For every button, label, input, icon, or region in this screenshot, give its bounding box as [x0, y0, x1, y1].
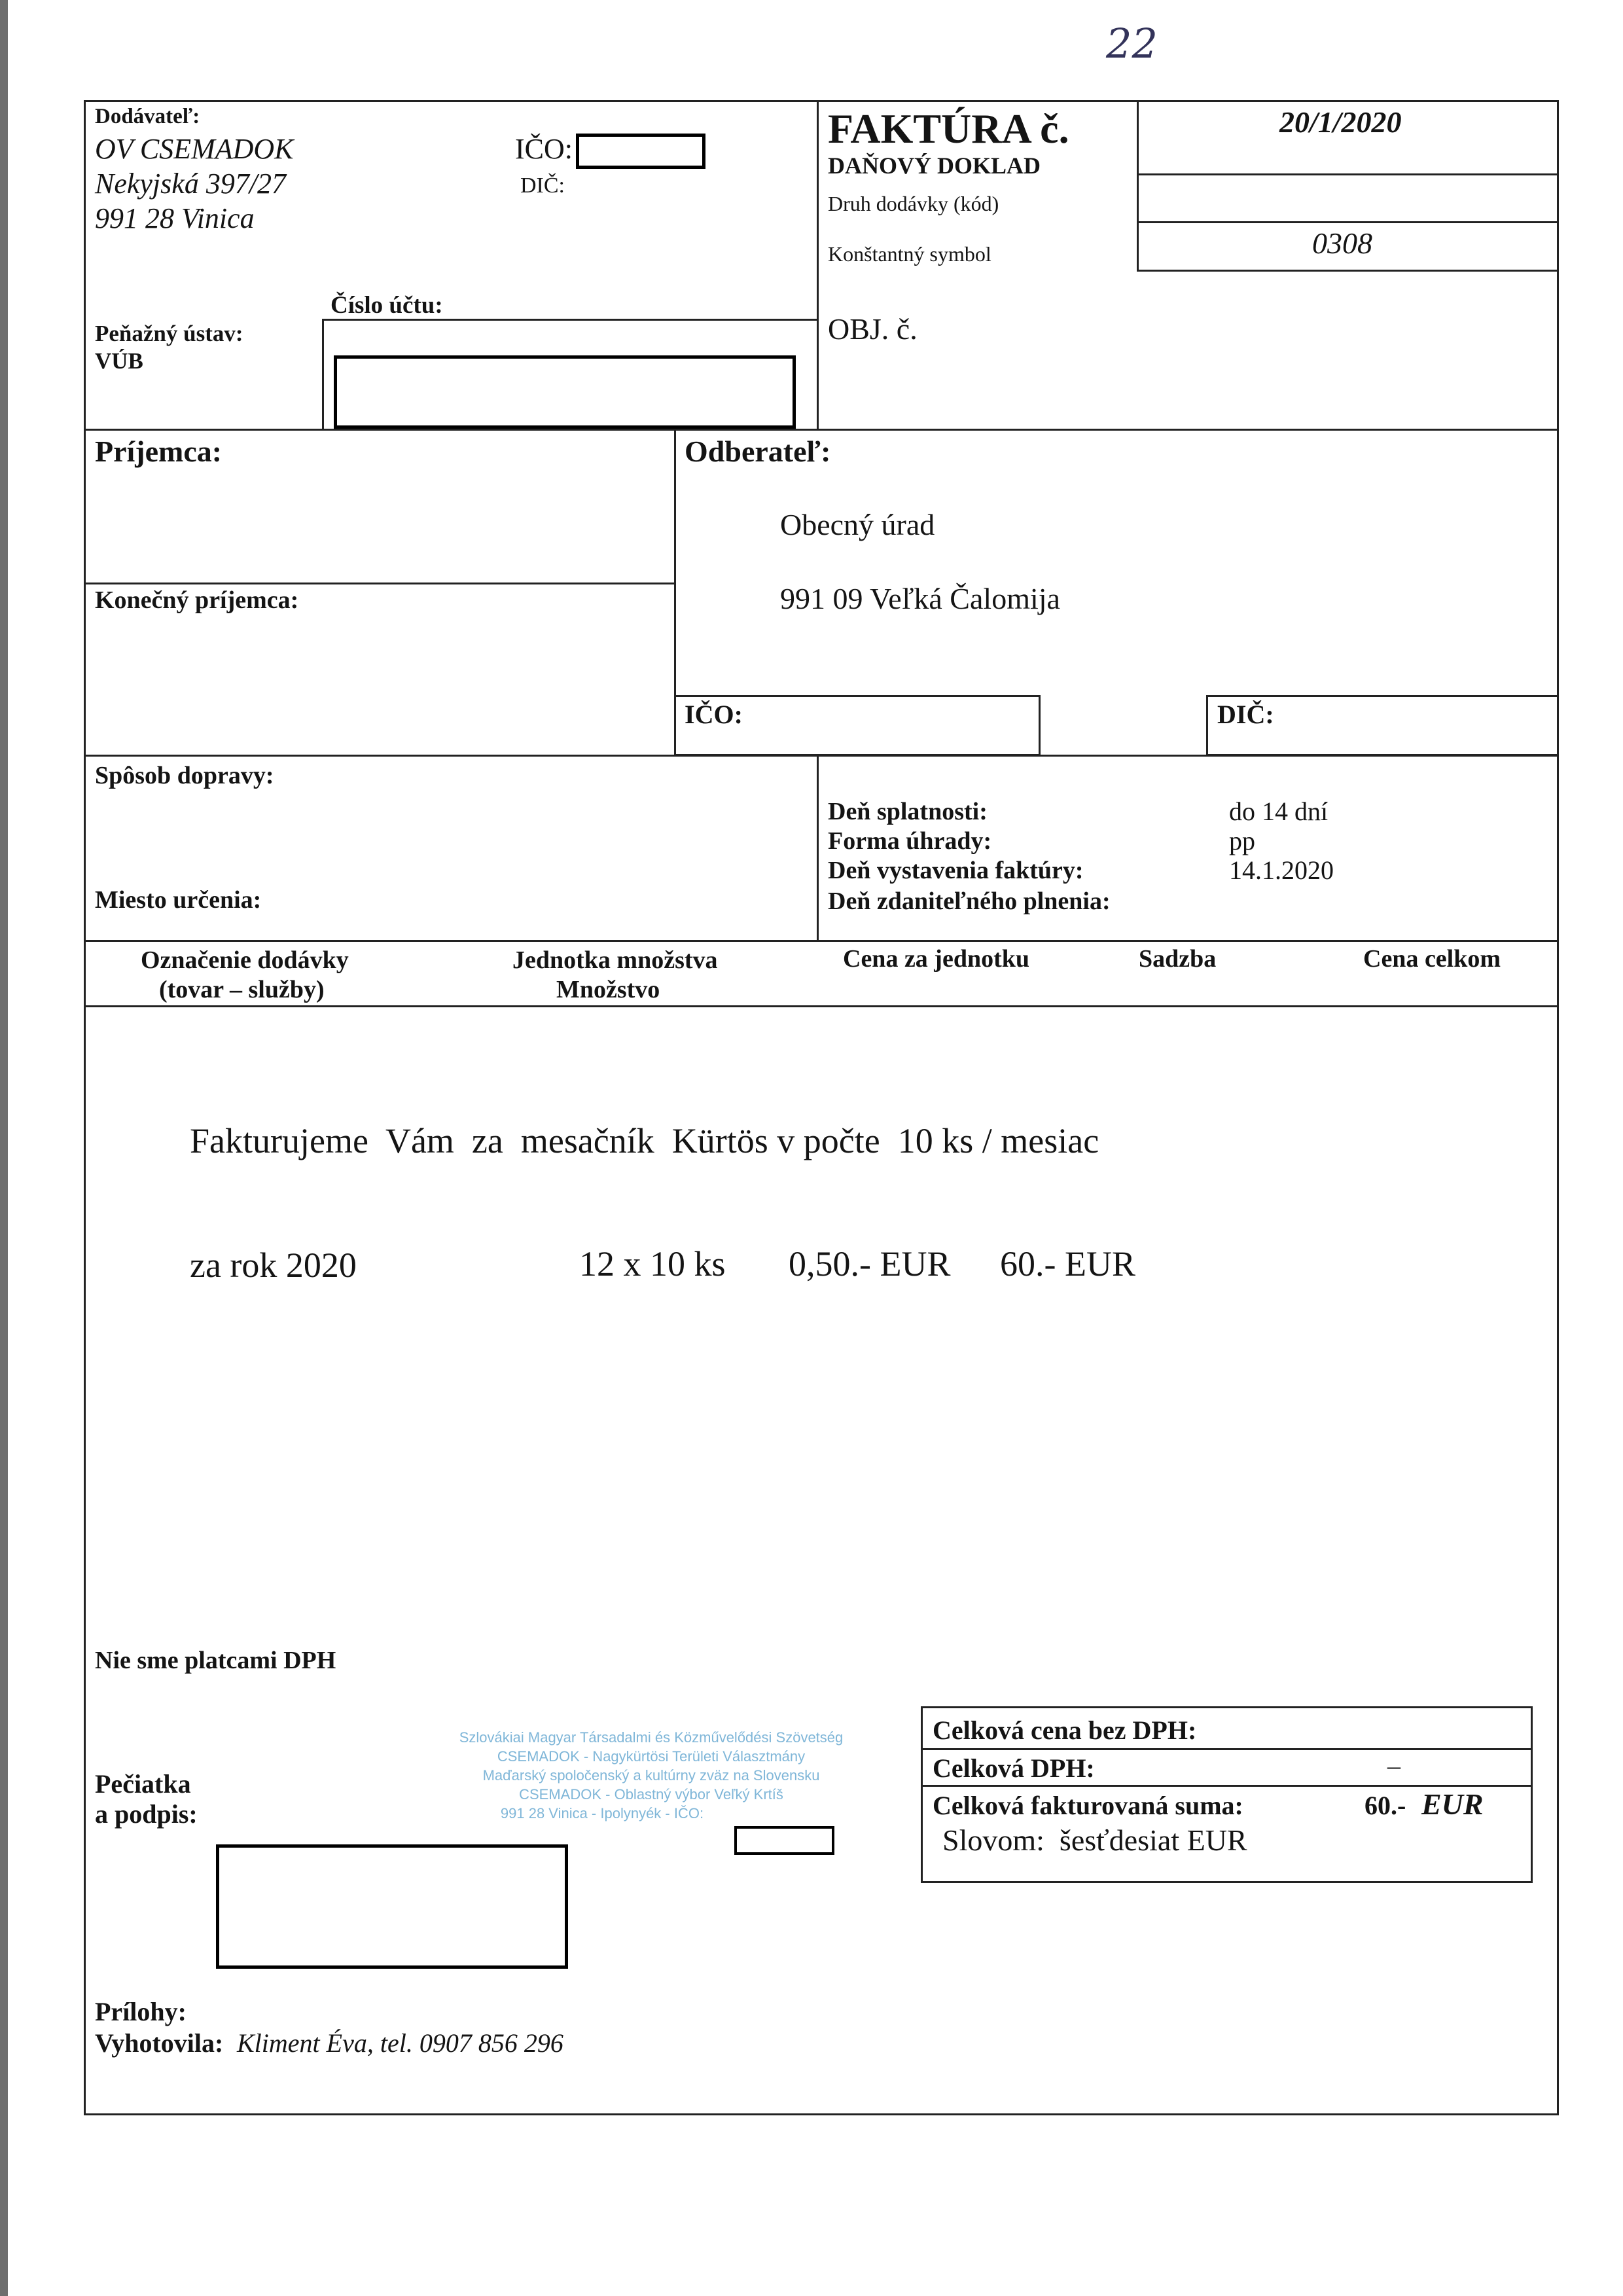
- supplier-invoice-divider: [817, 100, 819, 429]
- total-invoiced-label: Celková fakturovaná suma:: [933, 1791, 1243, 1820]
- signature-redacted: [216, 1844, 568, 1969]
- total-invoiced-value: 60.-: [1364, 1791, 1406, 1820]
- col-designation-line1: Označenie dodávky: [141, 946, 349, 974]
- col-unit-line2: Množstvo: [556, 976, 660, 1003]
- col-designation-line2: (tovar – služby): [159, 976, 325, 1003]
- invoice-subtitle: DAŇOVÝ DOKLAD: [828, 152, 1041, 179]
- order-label: OBJ. č.: [828, 312, 918, 346]
- account-top-line: [322, 319, 817, 321]
- total-invoiced-currency: EUR: [1421, 1787, 1484, 1821]
- item-unit-price: 0,50.- EUR: [789, 1244, 951, 1283]
- total-without-vat-label: Celková cena bez DPH:: [933, 1715, 1197, 1745]
- prepared-by-value: Kliment Éva, tel. 0907 856 296: [237, 2028, 563, 2058]
- stamp-line-1: Szlovákiai Magyar Társadalmi és Közművelődési Szövetség: [459, 1729, 844, 1746]
- customer-ico-label: IČO:: [685, 700, 743, 729]
- stamp-ico-redacted: [734, 1826, 834, 1855]
- vat-note: Nie sme platcami DPH: [95, 1647, 336, 1674]
- stamp-line-5: 991 28 Vinica - Ipolynyék - IČO:: [500, 1805, 704, 1821]
- supplier-name: OV CSEMADOK: [95, 133, 294, 165]
- total-in-words: Slovom: šesťdesiat EUR: [942, 1823, 1247, 1857]
- stamp-label-line1: Pečiatka: [95, 1769, 191, 1799]
- transport-payment-divider: [817, 755, 819, 940]
- bank-label: Peňažný ústav:: [95, 321, 243, 346]
- col-unit-line1: Jednotka množstva: [512, 946, 718, 974]
- invoice-number-divider-1: [1137, 173, 1559, 175]
- table-header-bottom-line: [84, 1005, 1559, 1007]
- delivery-kind-label: Druh dodávky (kód): [828, 192, 999, 215]
- invoice-number-divider-2: [1137, 221, 1559, 223]
- attachments-label: Prílohy:: [95, 1997, 187, 2026]
- customer-label: Odberateľ:: [685, 435, 831, 468]
- recipient-label: Príjemca:: [95, 435, 223, 468]
- page-number: 22: [1106, 20, 1158, 67]
- customer-city: 991 09 Veľká Čalomija: [780, 582, 1060, 615]
- supplier-city: 991 28 Vinica: [95, 202, 255, 234]
- table-header-top-line: [84, 940, 1559, 942]
- recipient-divider: [84, 583, 674, 584]
- supplier-ico-redacted: [576, 134, 705, 169]
- item-description: za rok 2020: [190, 1246, 357, 1285]
- constant-symbol-value: 0308: [1312, 226, 1372, 260]
- due-date-label: Deň splatnosti:: [828, 798, 988, 825]
- item-total: 60.- EUR: [1000, 1244, 1135, 1283]
- issue-date-value: 14.1.2020: [1229, 855, 1334, 885]
- invoice-number: 20/1/2020: [1279, 105, 1402, 139]
- supplier-ico-label: IČO:: [515, 133, 573, 165]
- col-rate: Sadzba: [1139, 945, 1217, 973]
- issue-date-label: Deň vystavenia faktúry:: [828, 857, 1084, 884]
- total-vat-value: –: [1387, 1751, 1400, 1780]
- customer-dic-label: DIČ:: [1217, 700, 1274, 729]
- total-vat-label: Celková DPH:: [933, 1753, 1095, 1783]
- scan-edge: [0, 0, 8, 2296]
- due-date-value: do 14 dní: [1229, 797, 1329, 826]
- supplier-dic-label: DIČ:: [520, 173, 565, 198]
- supplier-street: Nekyjská 397/27: [95, 168, 287, 200]
- payment-form-value: pp: [1229, 826, 1255, 855]
- invoice-title: FAKTÚRA č.: [828, 105, 1069, 152]
- stamp-line-4: CSEMADOK - Oblastný výbor Veľký Krtíš: [519, 1786, 783, 1803]
- stamp-line-3: Maďarský spoločenský a kultúrny zväz na Slovensku: [482, 1767, 820, 1784]
- stamp-line-2: CSEMADOK - Nagykürtösi Területi Választmány: [497, 1748, 806, 1765]
- constant-symbol-label: Konštantný symbol: [828, 242, 991, 266]
- account-label: Číslo účtu:: [330, 292, 443, 319]
- taxable-date-label: Deň zdaniteľného plnenia:: [828, 888, 1111, 915]
- totals-divider-1: [921, 1748, 1533, 1750]
- destination-label: Miesto určenia:: [95, 886, 262, 914]
- payment-form-label: Forma úhrady:: [828, 827, 992, 855]
- account-left-line: [322, 319, 324, 429]
- invoice-description: Fakturujeme Vám za mesačník Kürtös v počte 10 ks / mesiac: [190, 1121, 1099, 1160]
- supplier-label: Dodávateľ:: [95, 105, 200, 128]
- col-total: Cena celkom: [1363, 945, 1501, 973]
- organization-stamp: [429, 1728, 874, 1823]
- account-number-redacted: [334, 355, 796, 429]
- item-quantity: 12 x 10 ks: [579, 1244, 726, 1283]
- bank-name: VÚB: [95, 348, 143, 374]
- final-recipient-label: Konečný príjemca:: [95, 586, 299, 614]
- transport-top-line: [84, 755, 1559, 757]
- col-unit-price: Cena za jednotku: [843, 945, 1030, 973]
- transport-method-label: Spôsob dopravy:: [95, 762, 274, 789]
- header-divider: [84, 429, 1559, 431]
- stamp-label-line2: a podpis:: [95, 1799, 198, 1829]
- customer-name: Obecný úrad: [780, 508, 935, 541]
- prepared-by-label: Vyhotovila:: [95, 2028, 224, 2058]
